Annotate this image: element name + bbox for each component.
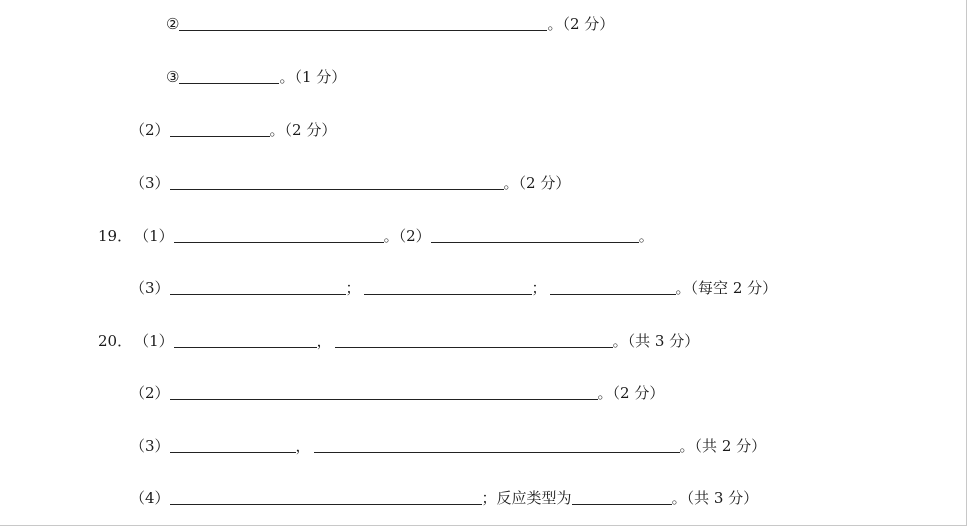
score-note: 。（1 分）	[279, 68, 347, 86]
answer-blank[interactable]	[431, 241, 639, 243]
answer-blank[interactable]	[174, 346, 317, 348]
answer-blank[interactable]	[174, 241, 384, 243]
answer-blank[interactable]	[364, 293, 532, 295]
item-label: （2）	[130, 384, 170, 402]
score-note: 。（2 分）	[547, 15, 615, 33]
answer-line-q18-3	[130, 169, 570, 193]
answer-blank[interactable]	[572, 503, 672, 505]
answer-line-q18-1-3	[166, 63, 346, 87]
answer-blank[interactable]	[170, 188, 504, 190]
answer-blank[interactable]	[179, 29, 547, 31]
answer-line-q20-2	[130, 379, 664, 403]
answer-blank[interactable]	[170, 293, 346, 295]
item-label: （3）	[130, 279, 170, 297]
item-label: （3）	[130, 174, 170, 192]
answer-blank[interactable]	[170, 451, 296, 453]
answer-blank[interactable]	[170, 135, 270, 137]
question-number: 19．	[98, 227, 133, 245]
answer-blank[interactable]	[335, 346, 613, 348]
item-label: （4）	[130, 489, 170, 507]
item-label: （1）	[134, 332, 174, 350]
item-label: ③	[166, 68, 180, 86]
score-note: 。（共 3 分）	[671, 489, 759, 507]
answer-blank[interactable]	[170, 503, 482, 505]
answer-line-q19-1-2	[98, 222, 654, 246]
item-label-mid: 。（2）	[383, 227, 431, 245]
separator: ；	[345, 279, 361, 297]
answer-line-q20-4	[130, 484, 758, 508]
score-note: 。（2 分）	[269, 121, 337, 139]
answer-line-q19-3	[130, 274, 777, 298]
item-label: ②	[166, 15, 180, 33]
score-note: 。（共 2 分）	[679, 437, 767, 455]
answer-blank[interactable]	[170, 398, 598, 400]
answer-line-q18-2	[130, 116, 336, 140]
score-note: 。（每空 2 分）	[675, 279, 778, 297]
item-label: （3）	[130, 437, 170, 455]
answer-blank[interactable]	[550, 293, 676, 295]
separator: ；	[531, 279, 547, 297]
answer-line-q20-3	[130, 432, 766, 456]
reaction-type-label: ；反应类型为	[481, 489, 572, 507]
answer-line-q20-1	[98, 327, 699, 351]
separator: ，	[295, 437, 311, 455]
question-number: 20．	[98, 332, 133, 350]
item-label: （1）	[134, 227, 174, 245]
answer-line-q18-1-2	[166, 10, 614, 34]
score-note: 。（2 分）	[597, 384, 665, 402]
score-note: 。（共 3 分）	[612, 332, 700, 350]
answer-blank[interactable]	[179, 82, 279, 84]
answer-blank[interactable]	[314, 451, 680, 453]
item-label: （2）	[130, 121, 170, 139]
score-note: 。（2 分）	[503, 174, 571, 192]
separator: ，	[316, 332, 332, 350]
line-end: 。	[638, 227, 654, 245]
